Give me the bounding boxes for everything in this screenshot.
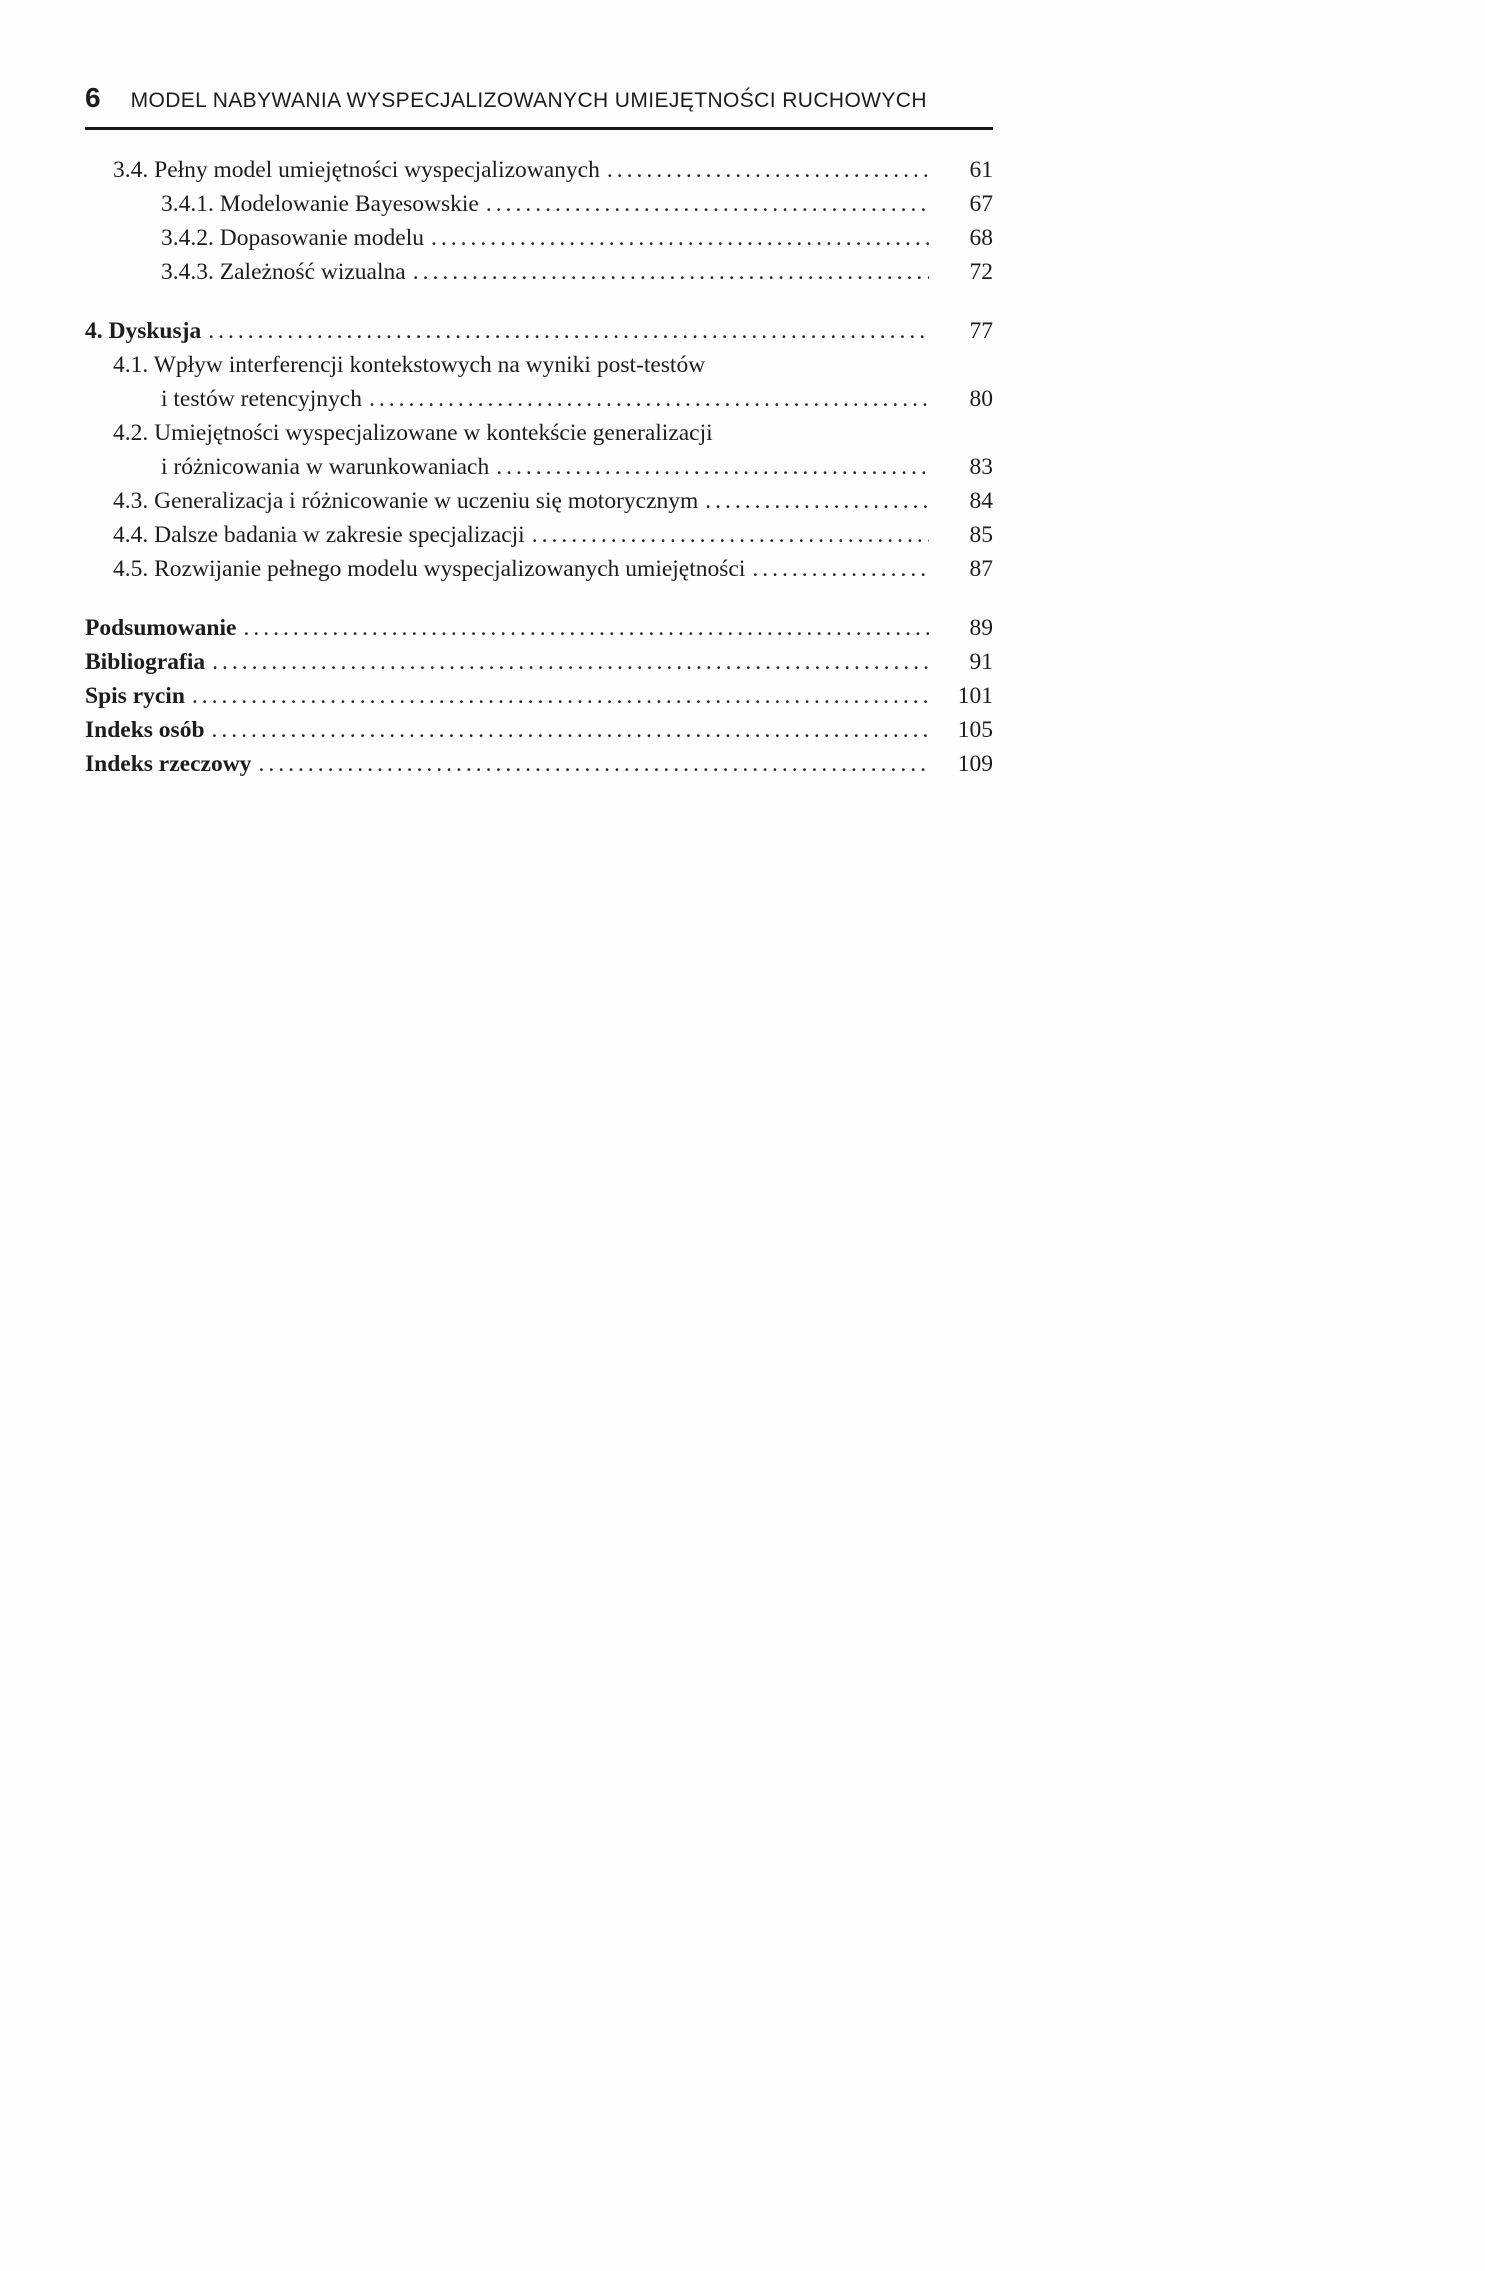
toc-entry-label: 4.2. Umiejętności wyspecjalizowane w kontekście generalizacji [113,420,713,446]
toc-entry [85,187,993,221]
toc-entry [85,611,993,645]
toc-entry-label-continuation: i testów retencyjnych [161,386,362,412]
toc-entry-label-continuation: i różnicowania w warunkowaniach [161,454,490,480]
toc-line [85,314,993,348]
toc-entry [85,255,993,289]
toc-entry-page: 61 [969,157,993,183]
dot-leader [496,450,929,484]
toc-entry-page: 67 [969,191,993,217]
toc-entry [85,484,993,518]
toc-entry [85,747,993,781]
toc-line [85,713,993,747]
toc-entry-page: 77 [969,318,993,344]
dot-leader [243,611,929,645]
toc-line-continuation [113,382,993,416]
toc-entry [85,679,993,713]
dot-leader [258,747,929,781]
dot-leader [431,221,929,255]
toc-entry-label: 4.3. Generalizacja i różnicowanie w uczeniu się motorycznym [113,488,699,514]
toc-entry-page: 80 [969,386,993,412]
toc-entry [85,314,993,348]
toc-entry-label: 3.4.1. Modelowanie Bayesowskie [161,191,479,217]
toc-entry-label: 3.4.2. Dopasowanie modelu [161,225,425,251]
page-number: 6 [85,82,101,113]
toc-entry [85,713,993,747]
toc-line [113,348,993,382]
toc-entry-label: Podsumowanie [85,615,237,641]
toc-line [161,187,993,221]
toc-line [85,679,993,713]
header-rule [85,127,993,130]
toc-entry-page: 83 [969,454,993,480]
toc-entry [85,221,993,255]
page-header [85,82,993,127]
dot-leader [486,187,929,221]
toc-entry-label: 4.4. Dalsze badania w zakresie specjalizacji [113,522,525,548]
toc-line [113,518,993,552]
dot-leader [413,255,929,289]
toc-entry-page: 72 [969,259,993,285]
toc-list [85,153,993,781]
toc-entry [85,645,993,679]
toc-entry-page: 84 [969,488,993,514]
toc-line-continuation [113,450,993,484]
toc-entry-page: 105 [957,717,993,743]
toc-entry-label: 3.4.3. Zależność wizualna [161,259,406,285]
dot-leader [208,314,929,348]
toc-line [113,153,993,187]
toc-entry-page: 89 [969,615,993,641]
toc-entry-label: Spis rycin [85,683,185,709]
dot-leader [532,518,929,552]
dot-leader [192,679,929,713]
toc-entry [85,348,993,416]
toc-entry-label: 4. Dyskusja [85,318,202,344]
toc-entry [85,518,993,552]
toc-entry-label: 4.1. Wpływ interferencji kontekstowych na wyniki post-testów [113,352,706,378]
toc-line [113,484,993,518]
toc-entry-label: Indeks osób [85,717,205,743]
toc-line [85,611,993,645]
dot-leader [212,713,929,747]
dot-leader [705,484,929,518]
running-title: MODEL NABYWANIA WYSPECJALIZOWANYCH UMIEJĘTNOŚCI RUCHOWYCH [130,89,927,112]
toc-entry [85,416,993,484]
toc-line [161,221,993,255]
toc-entry-label: 3.4. Pełny model umiejętności wyspecjalizowanych [113,157,600,183]
toc-entry-page: 109 [957,751,993,777]
toc-entry-page: 87 [969,556,993,582]
dot-leader [369,382,929,416]
toc-entry-label: Bibliografia [85,649,206,675]
toc-entry-label: 4.5. Rozwijanie pełnego modelu wyspecjalizowanych umiejętności [113,556,746,582]
toc-entry-page: 101 [957,683,993,709]
toc-line [113,552,993,586]
page-content [85,82,993,781]
toc-entry-page: 68 [969,225,993,251]
dot-leader [607,153,929,187]
toc-line [85,747,993,781]
dot-leader [212,645,929,679]
toc-entry-page: 91 [969,649,993,675]
toc-entry-page: 85 [969,522,993,548]
toc-entry [85,153,993,187]
toc-line [85,645,993,679]
toc-entry-label: Indeks rzeczowy [85,751,252,777]
toc-line [161,255,993,289]
toc-entry [85,552,993,586]
dot-leader [752,552,929,586]
toc-line [113,416,993,450]
